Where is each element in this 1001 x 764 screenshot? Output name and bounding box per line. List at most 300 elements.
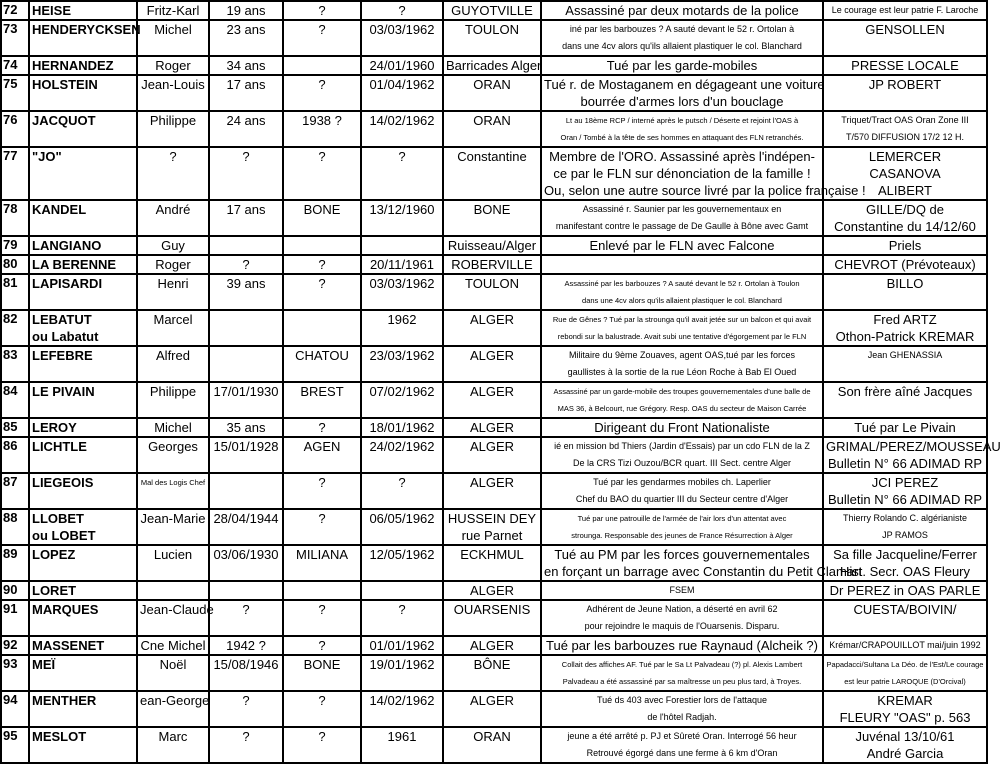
date-cell-line: 23/03/1962 — [369, 348, 435, 363]
row-number: 72 — [1, 1, 29, 20]
first-name-cell-line: Roger — [155, 257, 191, 272]
age-cell-line: 1942 ? — [226, 638, 266, 653]
age-cell — [209, 382, 283, 418]
age-cell-line: ? — [242, 693, 250, 708]
age-cell-line — [212, 527, 280, 544]
first-name-cell — [137, 437, 209, 473]
source-cell — [823, 655, 987, 691]
row-number: 79 — [1, 236, 29, 255]
source-cell-line — [826, 364, 984, 381]
source-cell-line: JP ROBERT — [868, 77, 942, 92]
age-cell-line — [212, 328, 280, 345]
surname-cell — [29, 509, 137, 545]
row-number: 77 — [1, 147, 29, 200]
source-cell-line: Son frère aîné Jacques — [837, 384, 973, 399]
birthplace-cell-line: ? — [318, 693, 326, 708]
date-cell — [361, 727, 443, 763]
first-name-cell — [137, 636, 209, 655]
first-name-cell-line: Michel — [154, 22, 192, 37]
table-body — [1, 1, 1001, 763]
surname-cell — [29, 346, 137, 382]
circumstances-cell — [541, 56, 823, 75]
place-cell — [443, 236, 541, 255]
date-cell-line: 1961 — [387, 729, 417, 744]
row-number: 95 — [1, 727, 29, 763]
circumstances-cell-line: Enlevé par le FLN avec Falcone — [589, 238, 775, 253]
birthplace-cell — [283, 382, 361, 418]
surname-cell — [29, 56, 137, 75]
date-cell — [361, 147, 443, 200]
circumstances-cell-line: Tué par les barbouzes rue Raynaud (Alcheik ?) — [546, 638, 818, 653]
first-name-cell — [137, 418, 209, 437]
date-cell-line: 24/01/1960 — [369, 58, 435, 73]
age-cell — [209, 581, 283, 600]
circumstances-cell-line: MAS 36, à Belcourt, rue Grégory. Resp. OAS du secteur de Maison Carrée — [557, 404, 807, 413]
date-cell — [361, 581, 443, 600]
place-cell — [443, 274, 541, 310]
place-cell-line: ROBERVILLE — [451, 257, 533, 272]
source-cell — [823, 473, 987, 509]
circumstances-cell-line: Assassiné par un garde-mobile des troupes gouvernementales d'une balle de — [553, 387, 811, 396]
birthplace-cell — [283, 147, 361, 200]
place-cell-line: ECKHMUL — [460, 547, 524, 562]
surname-cell-line: LAPISARDI — [32, 276, 103, 291]
birthplace-cell-line: ? — [318, 602, 326, 617]
source-cell — [823, 636, 987, 655]
age-cell — [209, 147, 283, 200]
date-cell-line: 03/03/1962 — [369, 22, 435, 37]
surname-cell-line: "JO" — [32, 149, 62, 164]
birthplace-cell — [283, 310, 361, 346]
place-cell — [443, 20, 541, 56]
circumstances-cell-line: iné par les barbouzes ? A sauté devant le 52 r. Ortolan à — [569, 24, 795, 34]
source-cell-line: Hist. Secr. OAS Fleury — [839, 564, 971, 579]
circumstances-cell-line: strounga. Responsable des jeunes de France Résurrection à Alger — [571, 531, 793, 540]
surname-cell-line: LIEGEOIS — [32, 475, 94, 490]
birthplace-cell — [283, 75, 361, 111]
age-cell-line: 17 ans — [226, 77, 266, 92]
place-cell — [443, 636, 541, 655]
source-cell — [823, 75, 987, 111]
age-cell — [209, 111, 283, 147]
row-number: 76 — [1, 111, 29, 147]
circumstances-cell — [541, 111, 823, 147]
age-cell-line — [212, 474, 280, 491]
row-number: 90 — [1, 581, 29, 600]
place-cell-line: TOULON — [465, 276, 519, 291]
source-cell-line: GENSOLLEN — [865, 22, 945, 37]
age-cell-line — [212, 311, 280, 328]
source-cell — [823, 581, 987, 600]
circumstances-cell-line: Lt au 18ème RCP / interné après le putsch / Déserte et rejoint l'OAS à — [565, 116, 799, 125]
date-cell-line: 12/05/1962 — [369, 547, 435, 562]
birthplace-cell — [283, 473, 361, 509]
table-row — [1, 545, 987, 581]
source-cell-line — [826, 93, 984, 110]
first-name-cell-line: ? — [169, 149, 177, 164]
table-row — [1, 20, 987, 56]
first-name-cell — [137, 236, 209, 255]
date-cell-line: ? — [398, 602, 406, 617]
circumstances-cell — [541, 274, 823, 310]
source-cell — [823, 20, 987, 56]
source-cell-line: Juvénal 13/10/61 — [855, 729, 955, 744]
age-cell — [209, 600, 283, 636]
date-cell — [361, 545, 443, 581]
surname-cell-line: LOPEZ — [32, 547, 76, 562]
circumstances-cell-line — [544, 256, 820, 273]
first-name-cell — [137, 600, 214, 636]
first-name-cell — [137, 111, 209, 147]
circumstances-cell — [541, 727, 823, 763]
date-cell — [361, 418, 443, 437]
birthplace-cell-line: ? — [318, 729, 326, 744]
surname-cell-line: HEISE — [32, 3, 72, 18]
date-cell — [361, 382, 443, 418]
age-cell-line: 17 ans — [226, 202, 266, 217]
surname-cell-line: HENDERYCKSEN — [32, 22, 141, 37]
source-cell — [823, 382, 987, 418]
source-cell — [823, 600, 987, 636]
date-cell-line: ? — [398, 475, 406, 490]
circumstances-cell-line: jeune a été arrêté p. PJ et Sûreté Oran. Interrogé 56 heur — [567, 731, 797, 741]
first-name-cell — [137, 691, 209, 727]
surname-cell — [29, 147, 137, 200]
circumstances-cell — [541, 509, 823, 545]
place-cell — [443, 75, 541, 111]
first-name-cell-line — [140, 582, 206, 599]
circumstances-cell — [541, 255, 823, 274]
place-cell-line: ORAN — [473, 729, 511, 744]
source-cell-line: Triquet/Tract OAS Oran Zone III — [841, 115, 969, 125]
age-cell — [209, 255, 283, 274]
table-row — [1, 346, 987, 382]
place-cell — [443, 691, 541, 727]
first-name-cell — [137, 200, 209, 236]
surname-cell — [29, 437, 137, 473]
first-name-cell-line: Georges — [148, 439, 198, 454]
date-cell-line: ? — [398, 149, 406, 164]
surname-cell — [29, 581, 137, 600]
first-name-cell-line: ean-George — [140, 693, 210, 708]
birthplace-cell-line — [286, 237, 358, 254]
source-cell-line: Sa fille Jacqueline/Ferrer — [833, 547, 977, 562]
age-cell-line: 15/08/1946 — [213, 657, 279, 672]
birthplace-cell — [283, 600, 361, 636]
first-name-cell-line: Guy — [161, 238, 185, 253]
circumstances-cell-line: bourrée d'armes lors d'un bouclage — [580, 94, 784, 109]
birthplace-cell-line: ? — [318, 257, 326, 272]
age-cell-line: 19 ans — [226, 3, 266, 18]
date-cell — [361, 274, 443, 310]
source-cell-line — [826, 292, 984, 309]
place-cell-line: BONE — [473, 202, 511, 217]
place-cell — [443, 418, 541, 437]
birthplace-cell-line: ? — [318, 149, 326, 164]
date-cell-line: 07/02/1962 — [369, 384, 435, 399]
place-cell — [443, 655, 541, 691]
circumstances-cell — [541, 1, 823, 20]
date-cell — [361, 636, 443, 655]
surname-cell — [29, 691, 137, 727]
source-cell-line: CASANOVA — [869, 166, 941, 181]
source-cell — [823, 727, 987, 763]
surname-cell-line: ou Labatut — [32, 329, 99, 344]
surname-cell — [29, 1, 137, 20]
source-cell-line — [826, 400, 984, 417]
surname-cell-line: MARQUES — [32, 602, 99, 617]
date-cell — [361, 310, 443, 346]
date-cell — [361, 473, 443, 509]
table-row — [1, 200, 987, 236]
table-row — [1, 310, 987, 346]
source-cell — [823, 255, 987, 274]
surname-cell — [29, 236, 137, 255]
date-cell-line: 18/01/1962 — [369, 420, 435, 435]
circumstances-cell — [541, 655, 823, 691]
date-cell — [361, 600, 443, 636]
first-name-cell-line: Marcel — [153, 312, 193, 327]
place-cell — [443, 346, 541, 382]
circumstances-cell-line: en forçant un barrage avec Constantin du Petit Clamart — [544, 564, 862, 579]
source-cell-line: GRIMAL/PEREZ/MOUSSEAU — [826, 439, 1001, 454]
circumstances-cell — [541, 545, 862, 581]
age-cell-line: ? — [242, 602, 250, 617]
row-number: 86 — [1, 437, 29, 473]
date-cell — [361, 437, 443, 473]
first-name-cell — [137, 545, 209, 581]
age-cell-line: 15/01/1928 — [213, 439, 279, 454]
surname-cell-line: MASSENET — [32, 638, 105, 653]
table-row — [1, 1, 987, 20]
first-name-cell-line — [140, 328, 206, 345]
birthplace-cell — [283, 655, 361, 691]
date-cell — [361, 56, 443, 75]
first-name-cell-line: Philippe — [149, 384, 197, 399]
first-name-cell-line: Mal des Logis Chef — [140, 478, 206, 487]
surname-cell-line: LLOBET — [32, 511, 84, 526]
row-number: 80 — [1, 255, 29, 274]
row-number: 94 — [1, 691, 29, 727]
first-name-cell — [137, 56, 209, 75]
first-name-cell — [137, 255, 209, 274]
row-number: 91 — [1, 600, 29, 636]
row-number: 82 — [1, 310, 29, 346]
date-cell-line — [364, 237, 440, 254]
table-row — [1, 655, 987, 691]
place-cell-line: ALGER — [469, 348, 515, 363]
table-row — [1, 727, 987, 763]
birthplace-cell-line — [286, 527, 358, 544]
circumstances-cell — [541, 636, 823, 655]
circumstances-cell — [541, 346, 823, 382]
date-cell-line: 14/02/1962 — [369, 113, 435, 128]
birthplace-cell — [283, 509, 361, 545]
surname-cell — [29, 727, 137, 763]
age-cell-line: ? — [242, 149, 250, 164]
first-name-cell-line: Michel — [154, 420, 192, 435]
circumstances-cell — [541, 581, 823, 600]
surname-cell — [29, 655, 137, 691]
age-cell — [209, 545, 283, 581]
birthplace-cell-line — [286, 57, 358, 74]
first-name-cell-line: Jean-Claude — [140, 602, 214, 617]
circumstances-cell-line: Rue de Gênes ? Tué par la strounga qu'il avait jetée sur un balcon et qui avait — [552, 315, 812, 324]
source-cell-line: Tué par Le Pivain — [854, 420, 956, 435]
birthplace-cell — [283, 545, 361, 581]
age-cell — [209, 473, 283, 509]
circumstances-cell-line: Tué par les gendarmes mobiles ch. Laperlier — [593, 477, 771, 487]
table-row — [1, 56, 987, 75]
first-name-cell-line: Marc — [158, 729, 188, 744]
source-cell — [823, 437, 1001, 473]
surname-cell-line: LORET — [32, 583, 77, 598]
circumstances-cell-line: Tué ds 403 avec Forestier lors de l'attaque — [597, 695, 767, 705]
source-cell — [823, 418, 987, 437]
place-cell-line: ALGER — [469, 439, 515, 454]
source-cell-line: ALIBERT — [878, 183, 932, 198]
surname-cell — [29, 418, 137, 437]
surname-cell — [29, 473, 137, 509]
circumstances-cell-line: Membre de l'ORO. Assassiné après l'indépen- — [549, 149, 815, 164]
birthplace-cell-line: ? — [318, 276, 326, 291]
date-cell — [361, 255, 443, 274]
circumstances-cell-line: Collait des affiches AF. Tué par le Sa Lt Palvadeau (?) pl. Alexis Lambert — [561, 660, 803, 669]
birthplace-cell — [283, 255, 361, 274]
age-cell — [209, 1, 283, 20]
circumstances-cell — [541, 437, 823, 473]
circumstances-cell-line: gaullistes à la sortie de la rue Léon Roche à Bab El Oued — [567, 367, 797, 377]
birthplace-cell-line: ? — [318, 638, 326, 653]
age-cell — [209, 346, 283, 382]
circumstances-cell-line: pour rejoindre le maquis de l'Ouarsenis. Disparu. — [584, 621, 780, 631]
surname-cell-line: ou LOBET — [32, 528, 96, 543]
circumstances-cell — [541, 200, 823, 236]
place-cell — [443, 437, 541, 473]
source-cell-line: CHEVROT (Prévoteaux) — [834, 257, 976, 272]
source-cell-line: JP RAMOS — [882, 530, 928, 540]
source-cell — [823, 111, 987, 147]
source-cell-line: Krémar/CRAPOUILLOT mai/juin 1992 — [829, 640, 981, 650]
age-cell-line — [212, 582, 280, 599]
source-cell-line: Fred ARTZ — [873, 312, 937, 327]
table-row — [1, 473, 987, 509]
place-cell-line: ALGER — [469, 384, 515, 399]
date-cell — [361, 1, 443, 20]
first-name-cell — [137, 75, 209, 111]
source-cell-line: est leur patrie LAROQUE (D'Orcival) — [844, 677, 966, 686]
table-row — [1, 418, 987, 437]
source-cell — [823, 1, 987, 20]
first-name-cell-line: Roger — [155, 58, 191, 73]
first-name-cell-line: Jean-Louis — [141, 77, 205, 92]
first-name-cell — [137, 147, 209, 200]
birthplace-cell-line — [286, 328, 358, 345]
first-name-cell — [137, 727, 209, 763]
date-cell-line: 14/02/1962 — [369, 693, 435, 708]
birthplace-cell — [283, 418, 361, 437]
source-cell-line: Priels — [888, 238, 922, 253]
age-cell-line: 17/01/1930 — [213, 384, 279, 399]
surname-cell-line: LE PIVAIN — [32, 384, 95, 399]
circumstances-cell-line: Assassiné par les barbouzes ? A sauté devant le 52 r. Ortolan à Toulon — [564, 279, 800, 288]
table-row — [1, 509, 987, 545]
date-cell — [361, 346, 443, 382]
birthplace-cell-line: ? — [318, 511, 326, 526]
date-cell-line: 24/02/1962 — [369, 439, 435, 454]
circumstances-cell-line: Assassiné r. Saunier par les gouvernementaux en — [582, 204, 782, 214]
birthplace-cell — [283, 581, 361, 600]
date-cell-line — [364, 582, 440, 599]
birthplace-cell — [283, 727, 361, 763]
place-cell — [443, 545, 541, 581]
first-name-cell — [137, 1, 209, 20]
age-cell — [209, 200, 283, 236]
source-cell-line: JCI PEREZ — [871, 475, 939, 490]
surname-cell-line: LICHTLE — [32, 439, 87, 454]
place-cell-line: ALGER — [469, 312, 515, 327]
row-number: 78 — [1, 200, 29, 236]
first-name-cell — [137, 581, 209, 600]
date-cell-line: 19/01/1962 — [369, 657, 435, 672]
source-cell-line: LEMERCER — [868, 149, 942, 164]
circumstances-cell-line: de l'hôtel Radjah. — [647, 712, 717, 722]
age-cell — [209, 655, 283, 691]
circumstances-cell-line: manifestant contre le passage de De Gaulle à Bône avec Gamt — [555, 221, 809, 231]
date-cell — [361, 691, 443, 727]
row-number: 74 — [1, 56, 29, 75]
source-cell-line: FLEURY "OAS" p. 563 — [839, 710, 971, 725]
surname-cell — [29, 545, 137, 581]
surname-cell — [29, 111, 137, 147]
place-cell — [443, 581, 541, 600]
circumstances-cell — [541, 600, 823, 636]
circumstances-cell — [541, 473, 823, 509]
surname-cell-line: MENTHER — [32, 693, 97, 708]
table-row — [1, 111, 987, 147]
source-cell-line — [826, 38, 984, 55]
circumstances-cell-line: Retrouvé égorgé dans une ferme à 6 km d'Oran — [586, 748, 778, 758]
first-name-cell-line: Henri — [157, 276, 189, 291]
surname-cell — [29, 636, 137, 655]
place-cell-line: ALGER — [469, 693, 515, 708]
source-cell-line: Bulletin N° 66 ADIMAD RP — [827, 492, 983, 507]
surname-cell-line: JACQUOT — [32, 113, 96, 128]
age-cell-line: 35 ans — [226, 420, 266, 435]
birthplace-cell — [283, 274, 361, 310]
birthplace-cell-line — [286, 311, 358, 328]
table-row — [1, 636, 987, 655]
source-cell-line: Jean GHENASSIA — [867, 350, 943, 360]
age-cell-line: ? — [242, 257, 250, 272]
age-cell-line: 24 ans — [226, 113, 266, 128]
surname-cell-line: HOLSTEIN — [32, 77, 98, 92]
birthplace-cell-line: ? — [318, 475, 326, 490]
surname-cell-line: KANDEL — [32, 202, 87, 217]
row-number: 89 — [1, 545, 29, 581]
date-cell-line: 01/04/1962 — [369, 77, 435, 92]
row-number: 93 — [1, 655, 29, 691]
first-name-cell-line: Philippe — [149, 113, 197, 128]
place-cell — [443, 382, 541, 418]
source-cell-line: KREMAR — [877, 693, 933, 708]
birthplace-cell-line: MILIANA — [295, 547, 348, 562]
first-name-cell-line: Cne Michel — [140, 638, 206, 653]
place-cell — [443, 1, 541, 20]
source-cell — [823, 236, 987, 255]
place-cell-line: ALGER — [469, 638, 515, 653]
birthplace-cell-line — [286, 582, 358, 599]
